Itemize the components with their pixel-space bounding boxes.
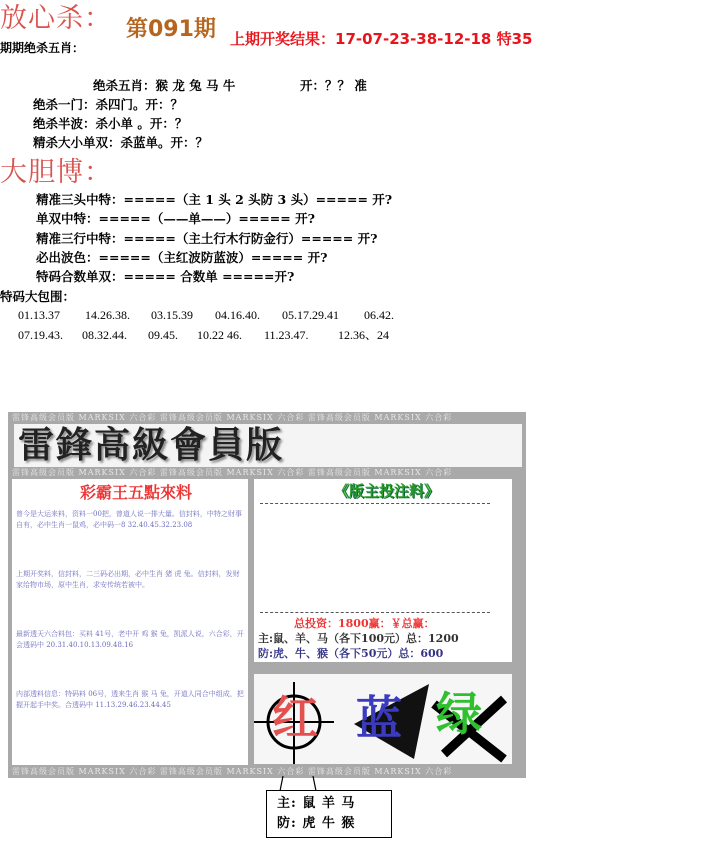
color-red: 红 xyxy=(272,691,318,745)
kill-door: 绝杀一门：杀四门。开：？ xyxy=(33,97,184,112)
subtitle: 期期绝杀五肖： xyxy=(0,41,85,55)
left-text: 最新透天六合料包：买料 41号，老中开 鸡 猴 兔，凯派人说，六合彩，开会透码中 20.31.40.10.13.09.48.16 xyxy=(16,630,244,649)
last-result: 上期开奖结果：17-07-23-38-12-18 特35 xyxy=(230,30,533,48)
package-row-2: 07.19.43. 08.32.44. 09.45. 10.22 46. 11.23.47. 12.36、24 xyxy=(18,328,390,342)
right-panel xyxy=(254,479,512,662)
poster-title: 雷鋒高級會員版 xyxy=(18,424,285,466)
watermark-strip: 雷锋高级会员版 MARKSIX 六合彩 雷锋高级会员版 MARKSIX 六合彩 雷锋高级会员版 MARKSIX 六合彩 xyxy=(12,468,453,477)
left-panel-title: 彩霸王五點來料 xyxy=(80,483,193,502)
left-panel xyxy=(12,479,248,765)
callout-guard: 防: 虎 牛 猴 xyxy=(277,816,356,831)
total-bet: 总投资：1800赢：￥总赢： xyxy=(294,617,435,630)
color-panel xyxy=(254,674,512,764)
right-panel-title: 《版主投注料》 xyxy=(334,482,440,500)
bold-line: 精准三头中特：=====（主 1 头 2 头防 3 头）===== 开? xyxy=(36,192,393,207)
kill-size-parity: 精杀大小单双：杀蓝单。开：？ xyxy=(33,135,209,150)
poster-image xyxy=(8,412,526,778)
kill-five-result: 开：？？ 准 xyxy=(300,78,367,93)
package-title: 特码大包围： xyxy=(0,289,76,304)
callout-main: 主: 鼠 羊 马 xyxy=(277,796,356,811)
kill-half-wave: 绝杀半波：杀小单 。开：？ xyxy=(33,116,188,131)
left-text: 曾今是大运来料，资料一00把，曾道人说一排大量。信封料，中特之财事自有，必中生肖一鼠鸡，必中码一8 32.40.45.32.23.08 xyxy=(16,510,242,529)
watermark-strip: 雷锋高级会员版 MARKSIX 六合彩 雷锋高级会员版 MARKSIX 六合彩 雷锋高级会员版 MARKSIX 六合彩 xyxy=(12,413,453,422)
guard-bet: 防:虎、牛、猴（各下50元）总：600 xyxy=(258,647,444,660)
bold-line: 单双中特：=====（——单——）===== 开? xyxy=(36,211,315,226)
issue-number: 第091期 xyxy=(126,17,216,42)
bold-line: 精准三行中特：=====（主土行木行防金行）===== 开? xyxy=(36,231,378,246)
section-title-bold-bet: 大胆博： xyxy=(0,157,112,188)
main-bet: 主:鼠、羊、马（各下100元）总：1200 xyxy=(258,632,459,645)
left-text: 内部透料信息：特码料 06号，透来生肖 猴 马 兔，开道人同合中组成，把握开起手中奖。合透码中 11.13.29.46.23.44.45 xyxy=(16,690,244,709)
bold-line: 特码合数单双：===== 合数单 =====开? xyxy=(36,269,295,284)
kill-five-zodiac: 绝杀五肖：猴 龙 兔 马 牛 xyxy=(93,78,236,93)
section-title-safe-kill: 放心杀： xyxy=(0,3,112,34)
package-row-1: 01.13.37 14.26.38. 03.15.39 04.16.40. 05.17.29.41 06.42. xyxy=(18,308,394,322)
color-blue: 蓝 xyxy=(356,691,402,745)
color-green: 绿 xyxy=(436,687,482,741)
left-text: 上期开奖料，信封料，二三码必出期，必中生肖 猪 虎 兔。信封料，发财家给物市场，原中生肖，求安传统若被中。 xyxy=(16,570,240,589)
watermark-strip: 雷锋高级会员版 MARKSIX 六合彩 雷锋高级会员版 MARKSIX 六合彩 雷锋高级会员版 MARKSIX 六合彩 xyxy=(12,767,453,776)
callout-box xyxy=(266,790,392,838)
bold-line: 必出波色：=====（主红波防蓝波）===== 开? xyxy=(36,250,328,265)
